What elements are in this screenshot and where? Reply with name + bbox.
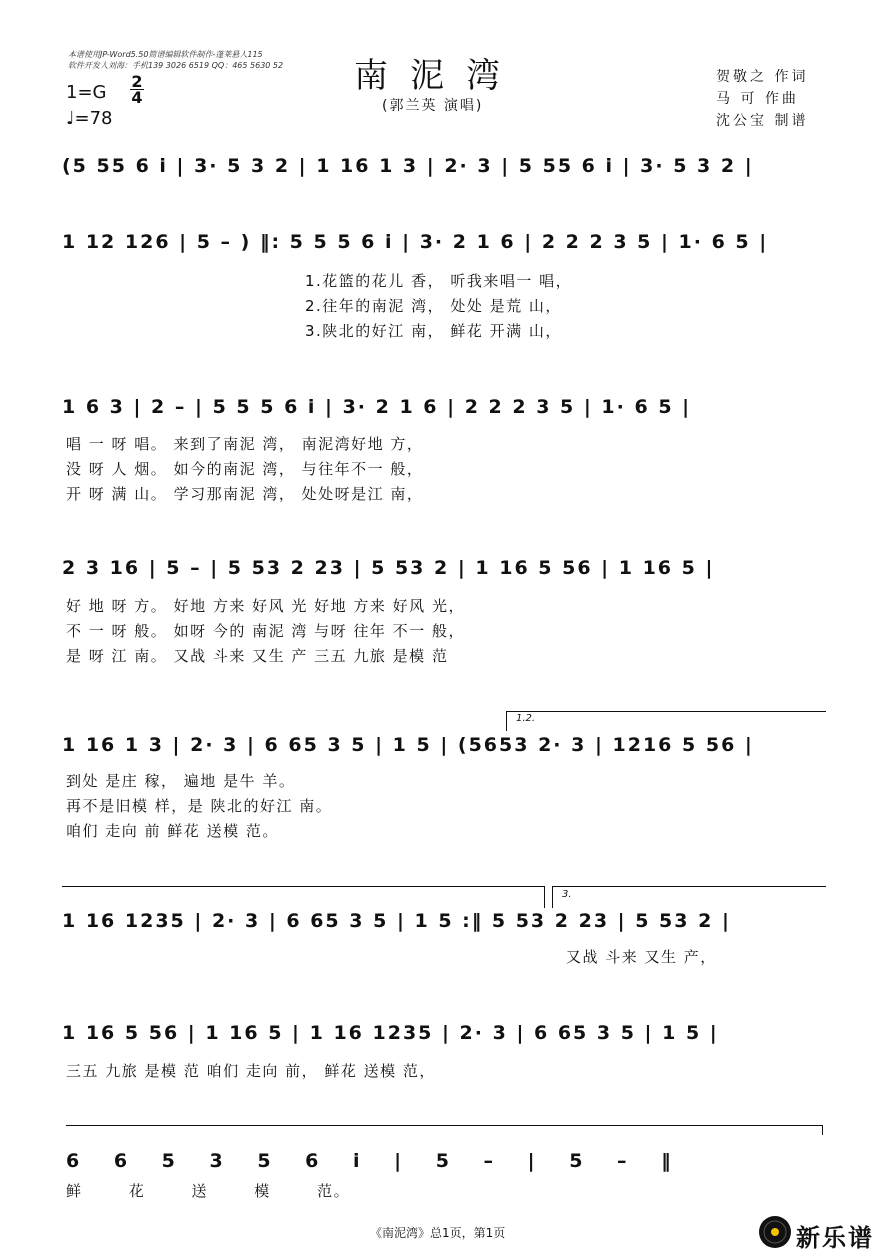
system-8-top-line (66, 1125, 822, 1126)
system-3-notes: 1 6 3 | 2 – | 5 5 5 6 i | 3· 2 1 6 | 2 2 2 3 5 | 1· 6 5 | (62, 396, 692, 418)
system-4-lyric-1: 好 地 呀 方。 好地 方来 好风 光 好地 方来 好风 光， (66, 597, 465, 615)
tempo-marking: ♩=78 (66, 108, 113, 129)
system-8-top-line-end (822, 1125, 823, 1135)
volta-bracket-1-2-side (506, 711, 507, 731)
volta-label-1-2: 1.2. (516, 713, 536, 724)
page-footer: 《南泥湾》总1页，第1页 (370, 1226, 506, 1240)
brand-logo (758, 1215, 792, 1253)
system-6-lyric-1: 又战 斗来 又生 产， (566, 948, 717, 966)
credit-transcriber: 沈公宝 制谱 (716, 113, 809, 129)
record-icon (758, 1215, 792, 1249)
credits (716, 66, 808, 132)
system-4-notes: 2 3 16 | 5 – | 5 53 2 23 | 5 53 2 | 1 16 5 56 | 1 16 5 | (62, 557, 715, 579)
system-7-lyric-1: 三五 九旅 是模 范 咱们 走向 前， 鲜花 送模 范， (66, 1062, 436, 1080)
volta-line-left-end (544, 886, 545, 908)
subtitle: (郭兰英 演唱) (382, 98, 484, 114)
system-4-lyric-3: 是 呀 江 南。 又战 斗来 又生 产 三五 九旅 是模 范 (66, 647, 449, 665)
key-signature: 1=G (66, 82, 107, 103)
volta-line-left (62, 886, 544, 887)
time-bottom: 4 (131, 88, 143, 107)
volta-bracket-3 (552, 886, 826, 887)
system-8-lyric-1: 鲜 花 送 模 范。 (66, 1182, 351, 1200)
system-4-lyric-2: 不 一 呀 般。 如呀 今的 南泥 湾 与呀 往年 不一 般， (66, 622, 465, 640)
software-note-2: 软件开发人刘海：手机139 3026 6519 QQ：465 5630 52 (68, 61, 284, 70)
software-note-1: 本谱使用JP-Word5.50简谱编辑软件制作-蓬莱悬人115 (68, 50, 263, 59)
system-5-notes: 1 16 1 3 | 2· 3 | 6 65 3 5 | 1 5 | (5653 2· 3 | 1216 5 56 | (62, 734, 754, 756)
volta-label-3: 3. (562, 889, 572, 900)
system-3-lyric-1: 唱 一 呀 唱。 来到了南泥 湾， 南泥湾好地 方， (66, 435, 424, 453)
time-top: 2 (131, 72, 143, 91)
time-signature (130, 74, 144, 105)
system-5-lyric-3: 咱们 走向 前 鲜花 送模 范。 (66, 822, 279, 840)
system-6-notes: 1 16 1235 | 2· 3 | 6 65 3 5 | 1 5 :‖ 5 53 2 23 | 5 53 2 | (62, 910, 731, 932)
system-5-lyric-1: 到处 是庄 稼， 遍地 是牛 羊。 (66, 772, 296, 790)
volta-bracket-3-side (552, 886, 553, 908)
system-1-notes: (5 55 6 i | 3· 5 3 2 | 1 16 1 3 | 2· 3 | 5 55 6 i | 3· 5 3 2 | (62, 155, 754, 177)
system-2-lyric-3: 3.陕北的好江 南， 鲜花 开满 山， (305, 322, 562, 340)
volta-bracket-1-2 (506, 711, 826, 712)
system-8-notes: 6 6 5 3 5 6 i | 5 – | 5 – ‖ (66, 1150, 673, 1172)
page-title: 南泥湾 (354, 56, 522, 96)
brand-name: 新乐谱 (796, 1224, 874, 1252)
system-5-lyric-2: 再不是旧模 样，是 陕北的好江 南。 (66, 797, 333, 815)
system-3-lyric-2: 没 呀 人 烟。 如今的南泥 湾， 与往年不一 般， (66, 460, 424, 478)
system-2-notes: 1 12 126 | 5 – ) ‖: 5 5 5 6 i | 3· 2 1 6 | 2 2 2 3 5 | 1· 6 5 | (62, 231, 769, 253)
system-7-notes: 1 16 5 56 | 1 16 5 | 1 16 1235 | 2· 3 | 6 65 3 5 | 1 5 | (62, 1022, 719, 1044)
system-2-lyric-1: 1.花篮的花儿 香， 听我来唱一 唱， (305, 272, 573, 290)
system-3-lyric-3: 开 呀 满 山。 学习那南泥 湾， 处处呀是江 南， (66, 485, 424, 503)
credit-composer: 马 可 作曲 (716, 91, 799, 107)
credit-lyricist: 贺敬之 作词 (716, 69, 809, 85)
system-2-lyric-2: 2.往年的南泥 湾， 处处 是荒 山， (305, 297, 562, 315)
